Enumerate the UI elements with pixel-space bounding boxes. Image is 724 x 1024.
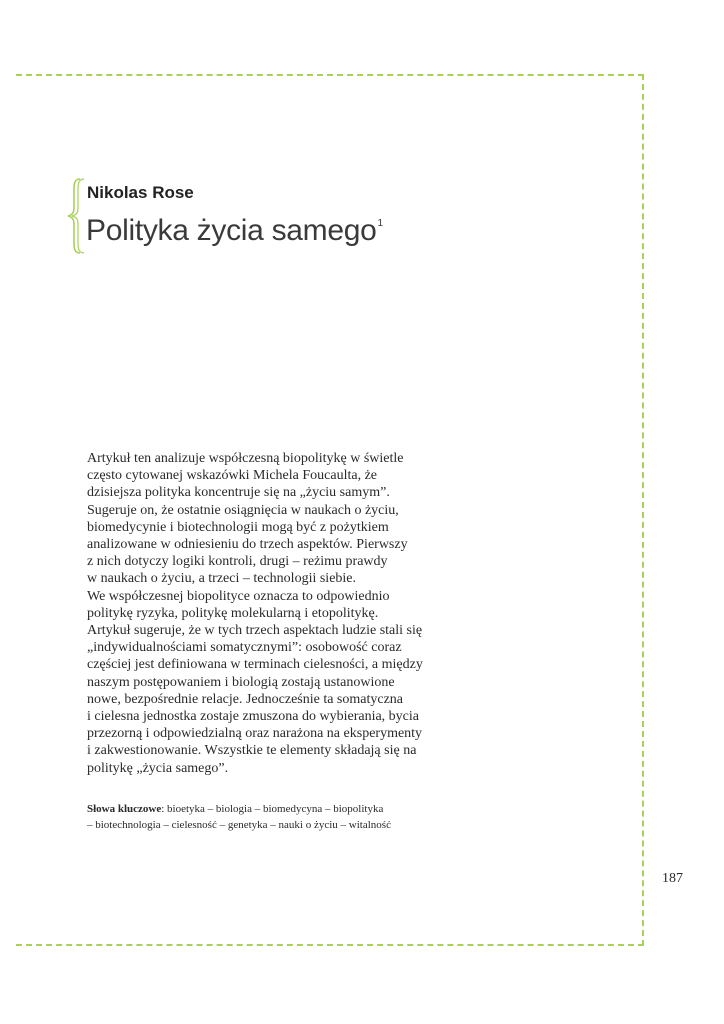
abstract-line: biomedycynie i biotechnologii mogą być z pożytkiem	[87, 519, 389, 535]
abstract-line: i cielesna jednostka zostaje zmuszona do wybierania, bycia	[87, 709, 419, 725]
abstract-line: „indywidualnościami somatycznymi”: osobowość coraz	[87, 640, 402, 656]
abstract-line: często cytowanej wskazówki Michela Foucaulta, że	[87, 468, 378, 484]
abstract-line: Sugeruje on, że ostatnie osiągnięcia w naukach o życiu,	[87, 502, 399, 518]
abstract-line: dzisiejsza polityka koncentruje się na „życiu samym”.	[87, 485, 390, 501]
article-title	[86, 214, 383, 248]
abstract-line: analizowane w odniesieniu do trzech aspektów. Pierwszy	[87, 537, 408, 553]
keywords-line: – biotechnologia – cielesność – genetyka – nauki o życiu – witalność	[87, 819, 391, 831]
abstract-line: i zakwestionowanie. Wszystkie te elementy składają się na	[87, 743, 417, 759]
abstract-line: nowe, bezpośrednie relacje. Jednocześnie ta somatyczna	[87, 691, 404, 707]
abstract-line: We współczesnej biopolityce oznacza to odpowiednio	[87, 588, 390, 604]
curly-brace-icon	[66, 178, 86, 254]
author-name: Nikolas Rose	[87, 183, 194, 202]
abstract	[87, 450, 447, 777]
abstract-line: w naukach o życiu, a trzeci – technologii siebie.	[87, 571, 357, 587]
keywords-list: : bioetyka – biologia – biomedycyna – biopolityka	[161, 803, 384, 815]
abstract-line: z nich dotyczy logiki kontroli, drugi – reżimu prawdy	[87, 554, 388, 570]
frame-top-border	[16, 74, 644, 76]
abstract-line: politykę „życia samego”.	[87, 760, 229, 776]
abstract-line: Artykuł sugeruje, że w tych trzech aspektach ludzie stali się	[87, 623, 423, 639]
article-title-text: Polityka życia samego	[86, 214, 377, 247]
abstract-line: częściej jest definiowana w terminach cielesności, a między	[87, 657, 423, 673]
frame-right-border	[642, 74, 644, 946]
keywords-label: Słowa kluczowe	[87, 803, 162, 815]
frame-bottom-border	[16, 944, 644, 946]
abstract-line: naszym postępowaniem i biologią zostają ustanowione	[87, 674, 395, 690]
abstract-line: Artykuł ten analizuje współczesną biopolitykę w świetle	[87, 451, 404, 466]
page-number: 187	[662, 871, 683, 886]
keywords	[87, 801, 447, 833]
abstract-line: przezorną i odpowiedzialną oraz narażona na eksperymenty	[87, 726, 423, 742]
keywords-line	[87, 801, 447, 817]
abstract-line: politykę ryzyka, politykę molekularną i etopolitykę.	[87, 605, 379, 621]
footnote-marker: 1	[377, 218, 383, 229]
